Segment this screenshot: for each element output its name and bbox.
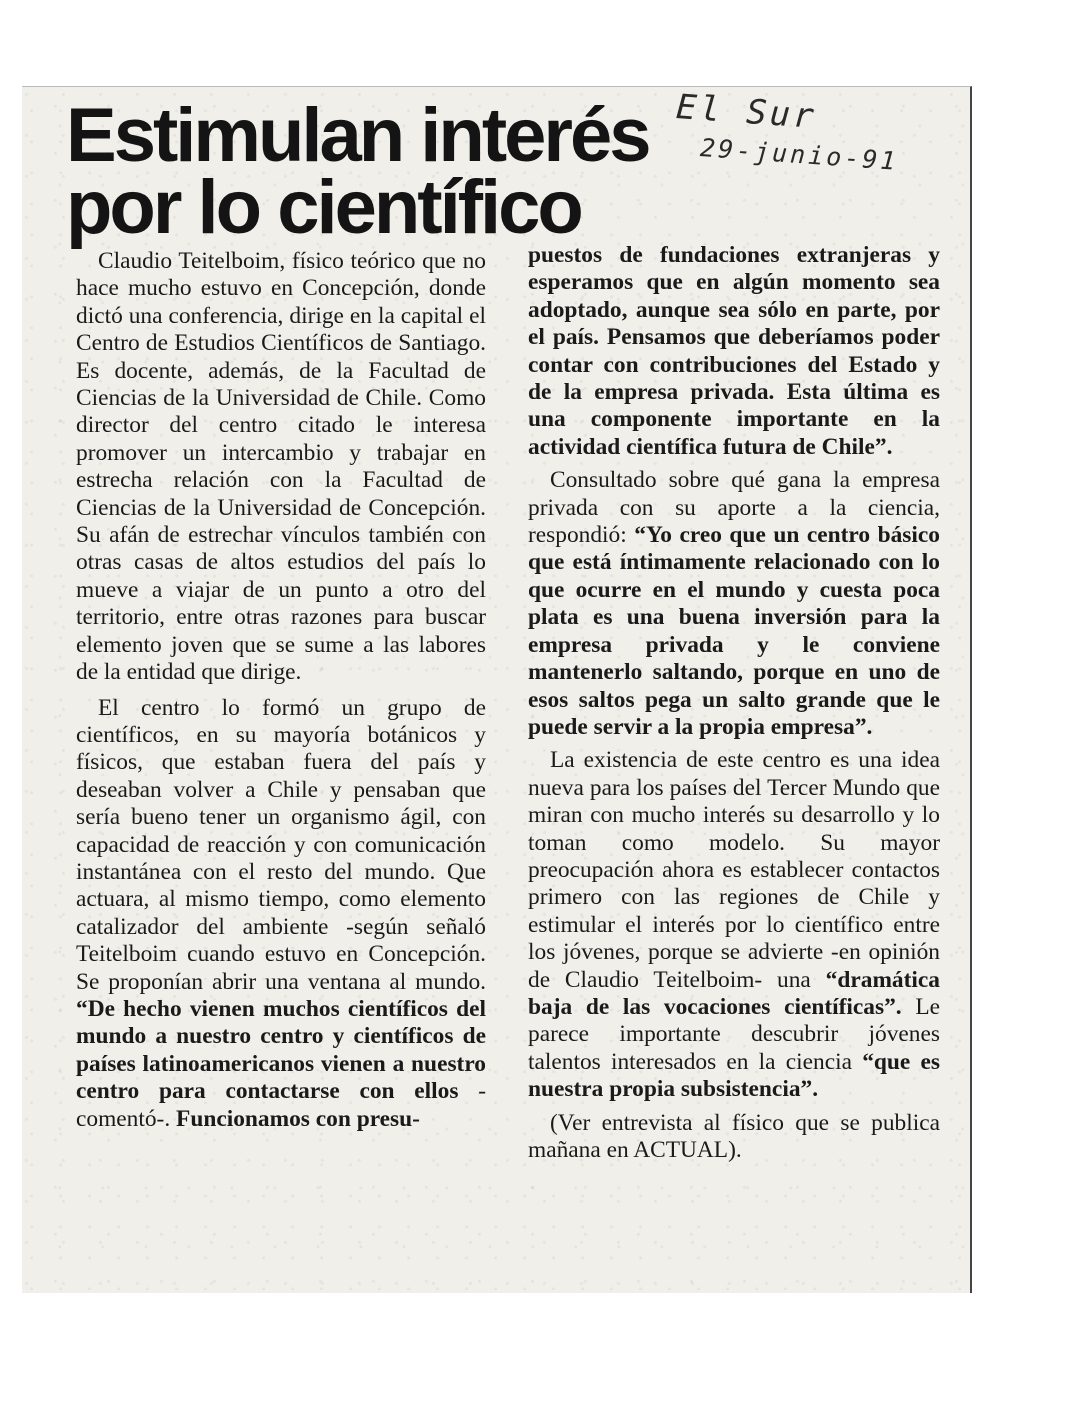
headline-line-1: Estimulan interés [66,93,649,178]
headline-line-2: por lo científico [66,165,581,250]
paragraph-see-interview: (Ver entrevista al físico que se publica mañana en ACTUAL). [528,1109,940,1163]
handwritten-newspaper-name: El Sur [674,87,819,137]
attribution-text: -comentó-. [76,1078,486,1132]
article-headline [66,93,686,250]
quote-text: “De hecho vienen muchos científicos del mundo a nuestro centro y científicos de países latinoamericanos vienen a nuestro centro para contactarse con ellos [76,995,486,1105]
paragraph-text-continued: Le parece importante descubrir jóvenes talentos interesados en la ciencia [528,993,940,1075]
quote-text-continued: “que es nuestra propia subsistencia”. [528,1048,940,1103]
paragraph-text: La existencia de este centro es una idea nueva para los países del Tercer Mundo que miran con mucho interés su desarrollo y lo toman como modelo. Su mayor preocupación ahora es establecer contactos primero con las regiones de Chile y estimular el interés por lo científico entre los jóvenes, porque se advierte -en opinión de Claudio Teitelboim- una [528,747,940,993]
quote-text: “dramática baja de las vocaciones científicas”. [528,966,940,1020]
paragraph-text: Consultado sobre qué gana la empresa privada con su aporte a la ciencia, respondió: [528,467,940,549]
paragraph-third-world [528,747,940,1103]
paragraph-private-sector [528,467,940,741]
handwritten-date: 29-junio-91 [699,133,900,176]
paragraph-text: El centro lo formó un grupo de científicos, en su mayoría botánicos y físicos, que estaban fuera del país y deseaban volver a Chile y pensaban que sería bueno tener un organismo ágil, con capacidad de reacción y con comunicación instantánea con el resto del mundo. Que actuara, al mismo tiempo, como elemento catalizador del ambiente -según señaló Teitelboim cuando estuvo en Concepción. Se proponían abrir una ventana al mundo. [76,694,486,995]
paragraph-quote-continuation [528,242,940,461]
quote-text-continued: Funcionamos con presu- [176,1105,420,1132]
quote-text: puestos de fundaciones extranjeras y esperamos que en algún momento sea adoptado, aunque sea sólo en parte, por el país. Pensamos que deberíamos poder contar con contribuciones del Estado y de la empresa privada. Esta última es una componente importante en la actividad científica futura de Chile”. [528,242,940,460]
article-column-left [76,248,486,1133]
paragraph-intro: Claudio Teitelboim, físico teórico que no hace mucho estuvo en Concepción, donde dictó una conferencia, dirige en la capital el Centro de Estudios Científicos de Santiago. Es docente, además, de la Facultad de Ciencias de la Universidad de Chile. Como director del centro citado le interesa promover un intercambio y trabajar en estrecha relación con la Facultad de Ciencias de la Universidad de Concepción. Su afán de estrechar vínculos también con otras casas de altos estudios del país lo mueve a viajar de un punto a otro del territorio, entre otras razones para buscar elemento joven que se sume a las labores de la entidad que dirige. [76,248,486,686]
quote-text: “Yo creo que un centro básico que está íntimamente relacionado con lo que ocurre en el mundo y cuesta poca plata es una buena inversión para la empresa privada y le conviene mantenerlo saltando, porque en uno de esos saltos pega un salto grande que le puede servir a la propia empresa”. [528,522,940,740]
paragraph-center-origin [76,695,486,1134]
article-column-right [528,242,940,1164]
